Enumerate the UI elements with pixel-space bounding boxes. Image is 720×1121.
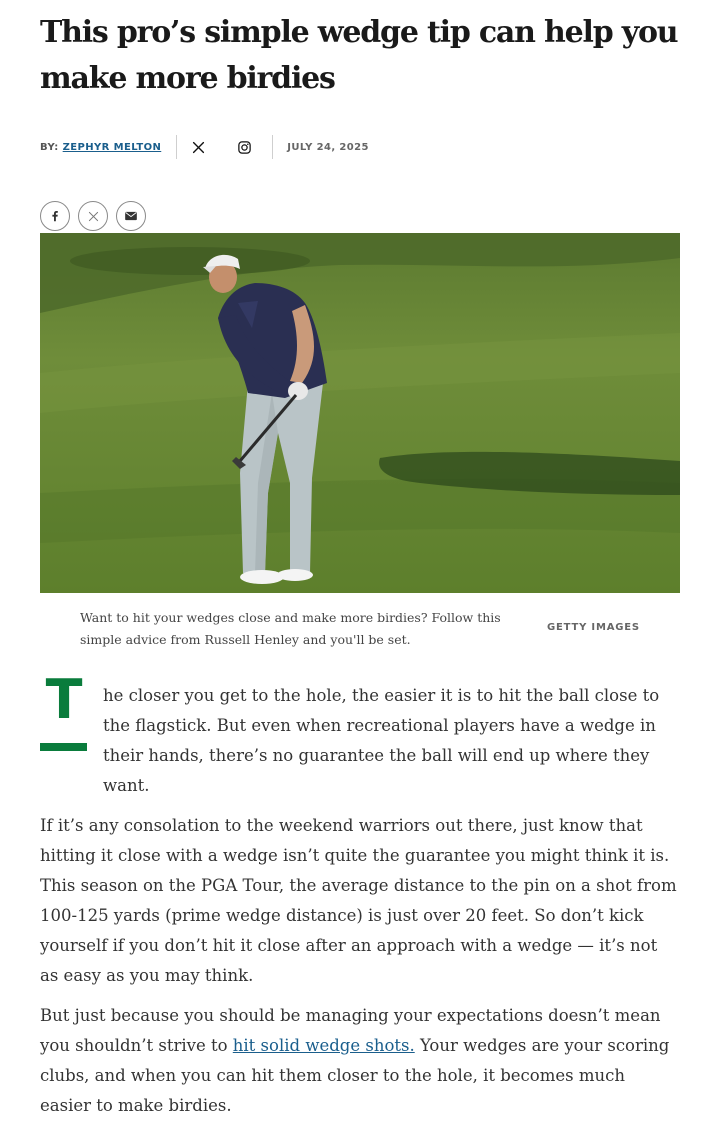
- share-email-button[interactable]: [116, 201, 146, 231]
- wedge-shots-link[interactable]: hit solid wedge shots.: [232, 1036, 415, 1055]
- share-x-button[interactable]: [78, 201, 108, 231]
- x-logo-icon: [88, 211, 99, 222]
- drop-cap-underline: [40, 743, 87, 751]
- article-headline: This pro’s simple wedge tip can help you make more birdies: [40, 15, 678, 96]
- x-logo-icon: [192, 141, 205, 154]
- image-caption: Want to hit your wedges close and make more birdies? Follow this simple advice from Russell Henley and you'll be set.: [80, 610, 501, 647]
- author-instagram-link[interactable]: [233, 136, 255, 158]
- body-paragraph-3: [40, 1001, 680, 1121]
- share-facebook-button[interactable]: [40, 201, 70, 231]
- golfer-photo: [40, 233, 680, 593]
- author-link[interactable]: ZEPHYR MELTON: [62, 141, 162, 153]
- drop-cap: T: [45, 668, 83, 731]
- paragraph-text: Your wedges are your scoring clubs, and when you can hit them closer to the hole, it becomes much easier to make birdies.: [40, 1036, 670, 1115]
- email-icon: [124, 210, 138, 222]
- image-credit: GETTY IMAGES: [547, 622, 640, 633]
- byline-prefix: BY:: [40, 141, 59, 153]
- instagram-icon: [237, 140, 252, 155]
- body-paragraph-1: he closer you get to the hole, the easier it is to hit the ball close to the flagstick. But even when recreational players have a wedge in their hands, there’s no guarantee the ball will end up where they want.: [103, 686, 660, 795]
- body-paragraph-2: If it’s any consolation to the weekend warriors out there, just know that hitting it close with a wedge isn’t quite the guarantee you might think it is. This season on the PGA Tour, the average distance to the pin on a shot from 100-125 yards (prime wedge distance) is just over 20 feet. So don’t kick yourself if you don’t hit it close after an approach with a wedge — it’s not as easy as you may think.: [40, 816, 677, 985]
- share-bar: [40, 201, 146, 231]
- byline-divider: [272, 135, 273, 159]
- paragraph-text: But just because you should be managing your expectations doesn’t mean you shouldn’t strive to: [40, 1006, 661, 1055]
- byline: [40, 133, 369, 161]
- hero-image: [40, 233, 680, 593]
- facebook-icon: [48, 209, 62, 223]
- author-x-link[interactable]: [187, 136, 209, 158]
- publish-date: JULY 24, 2025: [287, 141, 369, 153]
- byline-divider: [176, 135, 177, 159]
